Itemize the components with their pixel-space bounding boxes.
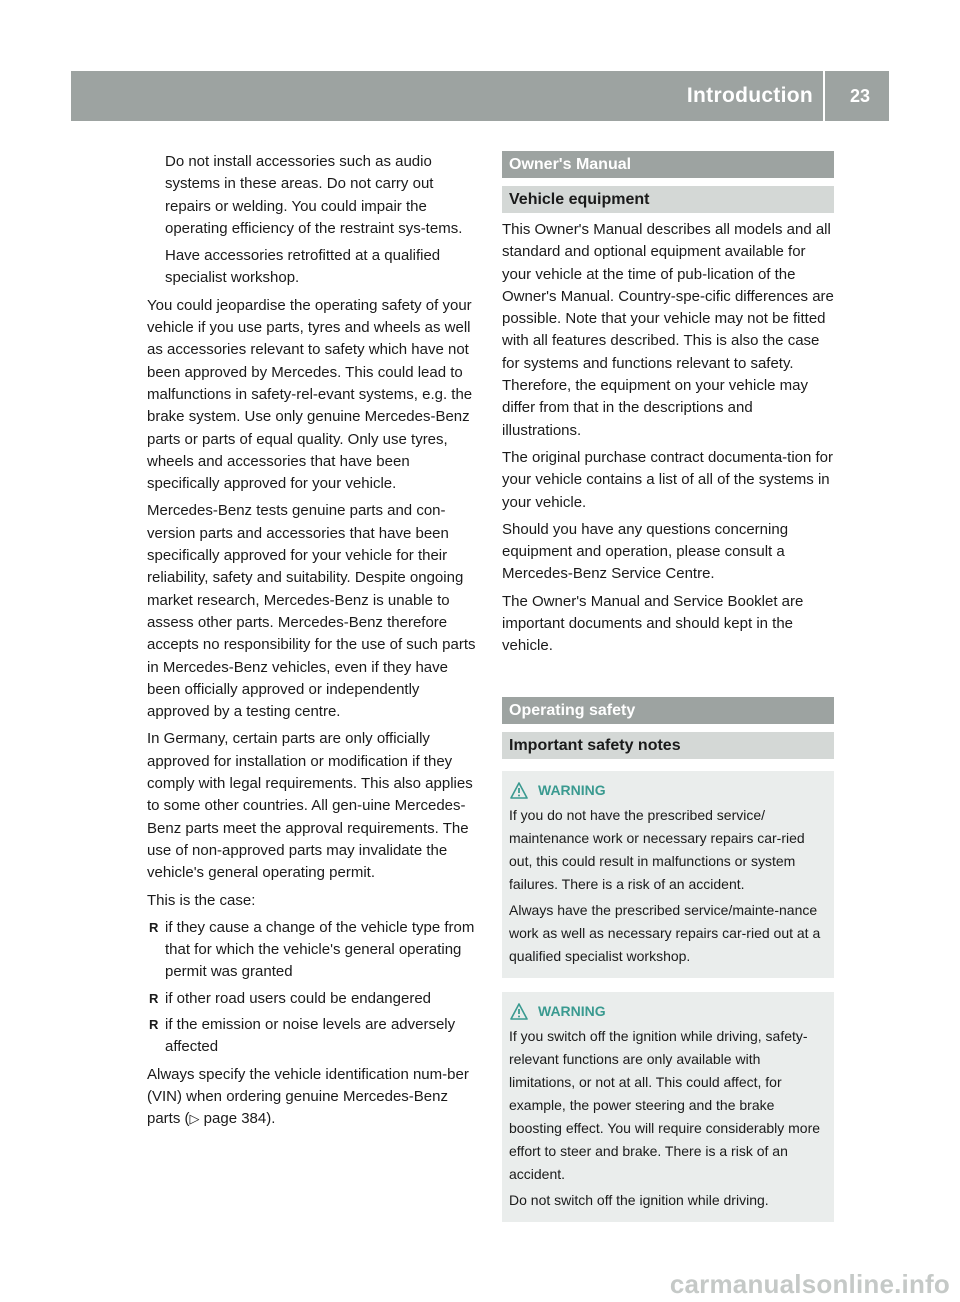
bullet-list xyxy=(147,917,483,1059)
body-paragraph: You could jeopardise the operating safety of your vehicle if you use parts, tyres and wheels as well as accessories relevant to safety which have not been approved by Mercedes. This could lead to malfunctions in safety-rel-evant systems, e.g. the brake system. Use only genuine Mercedes-Benz parts or parts of equal quality. Only use tyres, wheels and accessories that have been specifically approved for your vehicle. xyxy=(147,296,473,493)
list-item xyxy=(147,988,483,1010)
warning-box xyxy=(502,771,834,978)
bullet-marker: R xyxy=(149,919,159,935)
list-item-text: if the emission or noise levels are adversely affected xyxy=(165,1015,456,1056)
warning-text: If you switch off the ignition while driving, safety-relevant functions are only available with limitations, or not at all. This could affect, for example, the power steering and the brake boosting effect. You will require considerably more effort to steer and brake. There is a risk of an accident. xyxy=(509,1027,821,1182)
left-column xyxy=(147,151,483,1135)
body-paragraph: Should you have any questions concerning equipment and operation, please consult a Mercedes-Benz Service Centre. xyxy=(502,520,789,583)
warning-triangle-icon xyxy=(510,782,528,799)
list-item xyxy=(147,917,483,984)
warning-text: If you do not have the prescribed service/ maintenance work or necessary repairs car-ried out, this could result in malfunctions or system failures. There is a risk of an accident. xyxy=(509,806,805,892)
warning-text: Always have the prescribed service/mainte-nance work as well as necessary repairs car-ried out at a qualified specialist workshop. xyxy=(509,901,821,964)
body-paragraph: The original purchase contract documenta-tion for your vehicle contains a list of all of the systems in your vehicle. xyxy=(502,448,834,511)
body-paragraph: Mercedes-Benz tests genuine parts and con-version parts and accessories that have been specifically approved for your vehicle for their reliability, safety and suitability. Despite ongoing market research, Mercedes-Benz is unable to assess other parts. Mercedes-Benz therefore accepts no responsibility for the use of such parts in Mercedes-Benz vehicles, even if they have been officially approved or independently approved by a testing centre. xyxy=(147,502,476,721)
indent-paragraph: Have accessories retrofitted at a qualified specialist workshop. xyxy=(165,247,441,287)
warning-title xyxy=(509,1000,827,1023)
body-paragraph: In Germany, certain parts are only officially approved for installation or modification if they comply with legal requirements. This also applies to some other countries. All gen-uine Mercedes-Benz parts meet the approval requirements. The use of non-approved parts may invalidate the vehicle's general operating permit. xyxy=(147,730,473,882)
warning-label: WARNING xyxy=(538,781,606,798)
section-heading-operating-safety: Operating safety xyxy=(502,697,834,724)
right-column xyxy=(502,151,834,1236)
body-paragraph: This is the case: xyxy=(147,891,256,909)
warning-label: WARNING xyxy=(538,1002,606,1019)
bullet-marker: R xyxy=(149,990,159,1006)
bullet-marker: R xyxy=(149,1016,159,1032)
warning-title xyxy=(509,779,827,802)
section-heading-owners-manual: Owner's Manual xyxy=(502,151,834,178)
page-reference-arrow-icon[interactable]: ▷ xyxy=(189,1111,200,1127)
subheading-vehicle-equipment: Vehicle equipment xyxy=(502,186,834,213)
watermark: carmanualsonline.info xyxy=(669,1269,950,1299)
page-reference-link[interactable]: page 384). xyxy=(199,1110,276,1128)
page-header xyxy=(71,71,889,121)
indent-paragraph: Do not install accessories such as audio systems in these areas. Do not carry out repairs or welding. You could impair the operating efficiency of the restraint sys-tems. xyxy=(165,153,463,237)
warning-triangle-icon xyxy=(510,1003,528,1020)
list-item-text: if other road users could be endangered xyxy=(165,989,432,1007)
list-item-text: if they cause a change of the vehicle type from that for which the vehicle's general operating permit was granted xyxy=(165,918,475,981)
closing-paragraph xyxy=(147,1064,483,1131)
body-paragraph: This Owner's Manual describes all models and all standard and optional equipment available for your vehicle at the time of pub-lication of the Owner's Manual. Country-spe-cific differences are possible. Note that your vehicle may not be fitted with all features described. This is also the case for systems and functions relevant to safety. Therefore, the equipment on your vehicle may differ from that in the descriptions and illustrations. xyxy=(502,221,834,439)
body-paragraph: The Owner's Manual and Service Booklet are important documents and should kept in the vehicle. xyxy=(502,592,804,655)
closing-text: Always specify the vehicle identification num-ber (VIN) when ordering genuine Mercedes-Benz parts ( xyxy=(147,1065,469,1128)
subheading-important-safety-notes: Important safety notes xyxy=(502,732,834,759)
list-item xyxy=(147,1014,483,1059)
page-number: 23 xyxy=(849,86,871,106)
warning-text: Do not switch off the ignition while driving. xyxy=(509,1191,769,1208)
warning-box xyxy=(502,992,834,1222)
chapter-title: Introduction xyxy=(687,71,825,121)
